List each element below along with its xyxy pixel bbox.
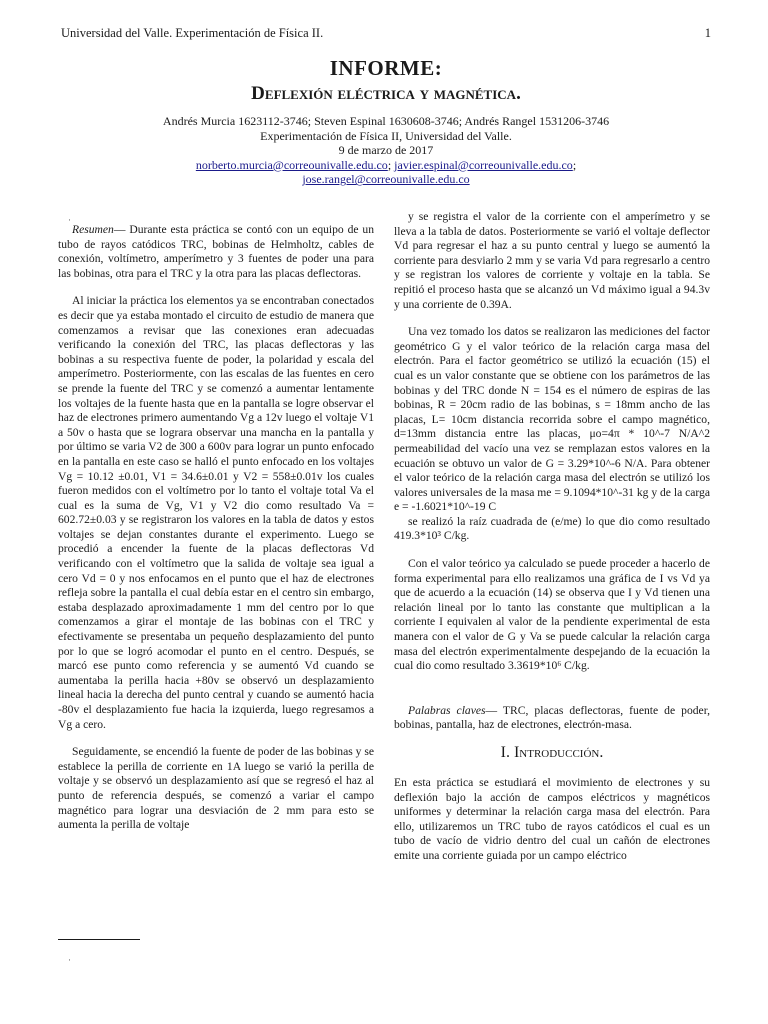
email-link-2[interactable]: javier.espinal@correounivalle.edu.co bbox=[394, 157, 573, 172]
abstract bbox=[58, 223, 374, 281]
email-link-1[interactable]: norberto.murcia@correounivalle.edu.co bbox=[195, 157, 388, 172]
body-paragraph: y se registra el valor de la corriente con el amperímetro y se lleva a la tabla de datos. Posteriormente se varió el voltaje deflector Vd para regresar el haz a su punto central y luego se aumentó la corriente para desviarlo 2 mm y se varia Vd para regresarlo a centro y se registran los valores de corriente y voltaje en la tabla. Se repitió el proceso hasta que se alcanzó un Vd máximo igual a 94.3v y una corriente de 0.39A. bbox=[394, 210, 710, 311]
abstract-text: — Durante esta práctica se contó con un equipo de un tubo de rayos catódicos TRC, bobinas de Helmholtz, cables de conexión, voltímetro, amperímetro y 3 fuentes de poder una para las bobinas, otra para el TRC y la otra para las placas deflectoras. bbox=[58, 223, 374, 280]
footnote-dot: · bbox=[68, 955, 71, 965]
paper-title-line2: Deflexión eléctrica y magnética. bbox=[251, 83, 521, 104]
email-line-1: norberto.murcia@correounivalle.edu.co; javier.espinal@correounivalle.edu.co; bbox=[195, 157, 577, 172]
keywords-label: Palabras claves bbox=[408, 703, 486, 717]
margin-dot: · bbox=[68, 215, 71, 225]
body-paragraph: Seguidamente, se encendió la fuente de poder de las bobinas y se establece la perilla de corriente en 1A luego se varió la perilla de voltaje y se observó un desplazamiento así que se regresó el haz al punto de referencia después, se comenzó a variar el campo magnético para lograr una desviación de 2 mm para esto se aumenta la perilla de voltaje bbox=[58, 745, 374, 832]
footnote-rule bbox=[58, 939, 140, 940]
email-line-2 bbox=[61, 172, 711, 187]
keywords-text: — TRC, placas deflectoras, fuente de poder, bobinas, pantalla, haz de electrones, electrón-masa. bbox=[394, 703, 710, 732]
intro-paragraph: En esta práctica se estudiará el movimiento de electrones y su deflexión bajo la acción de campos eléctricos y magnéticos uniformes y determinar la relación carga masa del electrón. Para ello, utilizaremos un TRC tubo de rayos catódicos el cual es un tubo de vacío de vidrio dentro del cual un cañón de electrones emite una corriente guiada por un campo eléctrico bbox=[394, 776, 710, 862]
affiliation: Experimentación de Física II, Universidad del Valle. bbox=[260, 128, 512, 143]
page-number: 1 bbox=[704, 26, 711, 40]
body-paragraph: se realizó la raíz cuadrada de (e/me) lo que dio como resultado 419.3*10³ C/kg. bbox=[394, 514, 710, 543]
email-link-3[interactable]: jose.rangel@correounivalle.edu.co bbox=[302, 172, 470, 187]
running-header bbox=[61, 26, 711, 42]
body-paragraph: Con el valor teórico ya calculado se puede proceder a hacerlo de forma experimental para ello realizamos una gráfica de I vs Vd ya que de acuerdo a la ecuación (14) se observa que I y Vd tienen una relación lineal por lo tanto las constante que multiplican a la corriente I equivalen al valor de la pendiente experimental de esta manera con el valor de G y Va se puede calcular la relación carga masa del electrón experimentalmente despejando de la ecuación la cual dio como resultado 3.3619*10⁶ C/kg. bbox=[394, 557, 710, 673]
title-block bbox=[61, 56, 711, 187]
left-column bbox=[58, 223, 374, 833]
running-title: Universidad del Valle. Experimentación de Física II. bbox=[61, 26, 324, 40]
paper-title-line1: INFORME: bbox=[329, 56, 443, 80]
section-heading bbox=[394, 744, 710, 762]
abstract-label: Resumen bbox=[72, 223, 114, 236]
author-names: Andrés Murcia 1623112-3746; Steven Espinal 1630608-3746; Andrés Rangel 1531206-3746 bbox=[162, 114, 610, 128]
section-number: I. bbox=[500, 744, 510, 761]
section-title: Introducción. bbox=[513, 744, 604, 761]
right-column bbox=[394, 210, 710, 864]
date: 9 de marzo de 2017 bbox=[338, 143, 434, 158]
keywords bbox=[394, 704, 710, 733]
body-paragraph: Una vez tomado los datos se realizaron las mediciones del factor geométrico G y el valor teórico de la relación carga masa del electrón. Para el factor geométrico se utilizó la ecuación (15) el cual es un valor constante que se obtiene con los parámetros de las bobinas y del TRC donde N = 154 es el número de espiras de las bobinas, R = 20cm radio de las bobinas, s = 18mm ancho de las placas, L= 10cm distancia recorrida sobre el campo magnético, d=13mm distancia entre las placas, μo=4π * 10^-7 N/A^2 permeabilidad del vacío una vez se remplazan estos valores en la ecuación se obtuvo un valor de G = 3.29*10^-6 N/A. Para obtener el valor teórico de la relación carga masa del electrón se utilizó los valores universales de la masa me = 9.1094*10^-31 kg y de la carga e = -1.6021*10^-19 C bbox=[394, 325, 711, 514]
body-paragraph: Al iniciar la práctica los elementos ya se encontraban conectados es decir que ya estaba montado el circuito de estudio de manera que comenzamos a revisar que las conexiones eran adecuadas verificando la conexión del TRC, las placas deflectoras y las bobinas a su respectiva fuente de poder, la polaridad y escala del amperímetro. Posteriormente, con las escalas de las fuentes en cero se prende la fuente del TRC y se comenzó a aumentar lentamente los voltajes de la fuente hasta que en la pantalla se logre observar el haz de electrones primero aumentando Vg a 12v luego el voltaje V1 a 50v o hasta que se lograra observar una mancha en la pantalla y por último se varia V2 de 300 a 600v para lograr un punto enfocado en la pantalla en este caso se halló el punto enfocado en los voltajes Vg = 10.12 ±0.01, V1 = 34.6±0.01 y V2 = 558±0.01v los cuales fueron medidos con el voltímetro por lo tanto el voltaje total Va el cual es la suma de Vg, V1 y V2 dio como resultado Va = 602.72±0.03 y se registraron los valores en la tabla de datos y estos voltajes se dejan constantes durante el experimento. Luego se procedió a encender la fuente de la placas deflectoras Vd verificando con el voltímetro que la salida de voltaje sea igual a cero Vd = 0 y nos enfocamos en el punto que el haz de electrones refleja sobre la pantalla el cual debía estar en el centro sin embargo, estaba desplazado aproximadamente 1 mm del centro por lo que comenzamos a girar el montaje de las bobinas con el TRC y efectivamente se presentaba un pequeño desplazamiento del punto por lo que se logró acomodar el punto en el centro. Después, se marcó ese punto como referencia y se aumentó Vd cuando se aumentaba la perilla hacia +80v se observó un desplazamiento lineal hacia la derecha del punto central y cuando se aumentó hacia -80v el desplazamiento fue hacia la izquierda, luego regresamos a Vg a cero. bbox=[58, 294, 374, 731]
author-block bbox=[61, 114, 711, 187]
